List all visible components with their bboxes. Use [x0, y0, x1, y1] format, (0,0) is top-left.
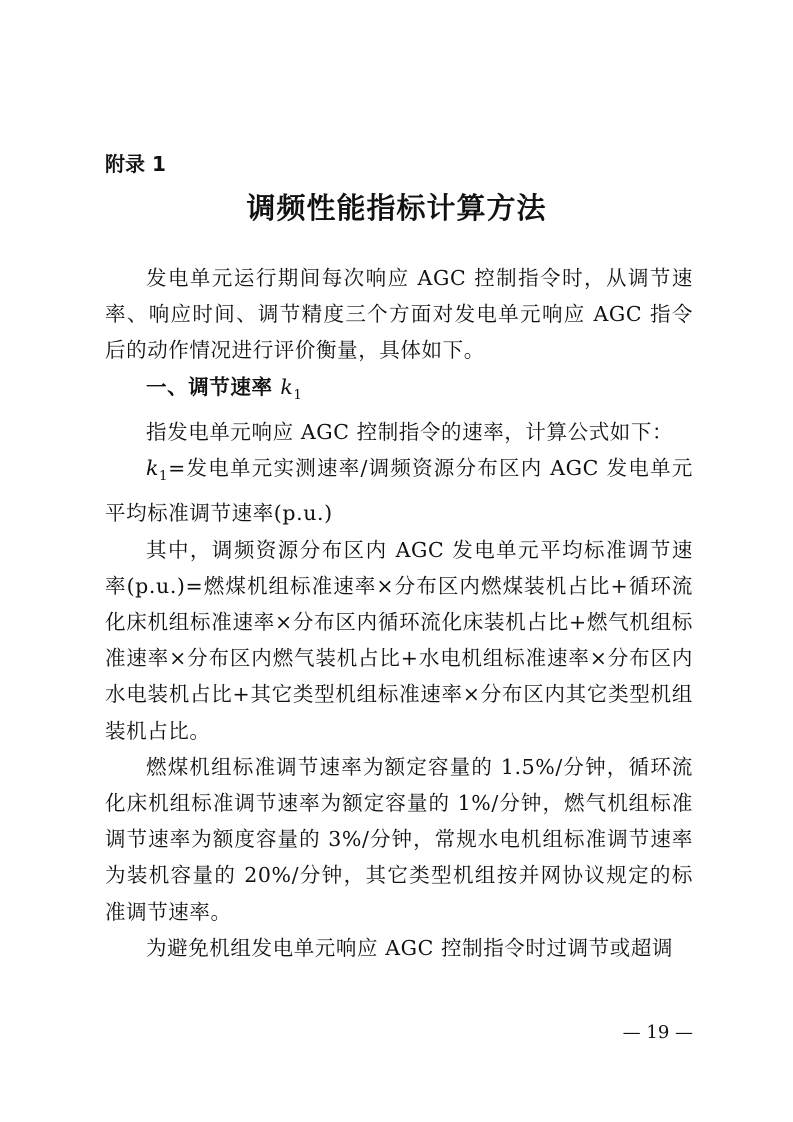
standards-paragraph: 燃煤机组标准调节速率为额定容量的 1.5%/分钟，循环流化床机组标准调节速率为额定容量的 1%/分钟，燃气机组标准调节速率为额度容量的 3%/分钟，常规水电机组标准调节速率为装机容量的 20%/分钟，其它类型机组按并网协议规定的标准调节速率。: [105, 754, 693, 924]
section-variable: $k_1$: [280, 374, 303, 403]
where-paragraph: 其中，调频资源分布区内 AGC 发电单元平均标准调节速率(p.u.)=燃煤机组标准速率×分布区内燃煤装机占比+循环流化床机组标准速率×分布区内循环流化床装机占比+燃气机组标准速率×分布区内燃气装机占比+水电机组标准速率×分布区内水电装机占比+其它类型机组标准速率×分布区内其它类型机组装机占比。: [105, 537, 693, 743]
section-heading: [105, 369, 693, 414]
section-heading-text: 一、调节速率: [146, 374, 273, 399]
formula-variable: $k_1$: [146, 456, 169, 485]
document-title: 调频性能指标计算方法: [246, 191, 547, 225]
page-number: — 19 —: [622, 1022, 693, 1043]
last-paragraph: 为避免机组发电单元响应 AGC 控制指令时过调节或超调: [146, 935, 674, 960]
formula-text: =发电单元实测速率/调频资源分布区内 AGC 发电单元平均标准调节速率(p.u.): [105, 456, 693, 526]
appendix-label: 附录 1: [105, 152, 166, 176]
definition-paragraph: 指发电单元响应 AGC 控制指令的速率，计算公式如下：: [146, 419, 674, 444]
document-body: [105, 260, 693, 966]
formula-paragraph: [105, 450, 693, 532]
intro-paragraph: 发电单元运行期间每次响应 AGC 控制指令时，从调节速率、响应时间、调节精度三个方面对发电单元响应 AGC 指令后的动作情况进行评价衡量，具体如下。: [105, 266, 693, 363]
